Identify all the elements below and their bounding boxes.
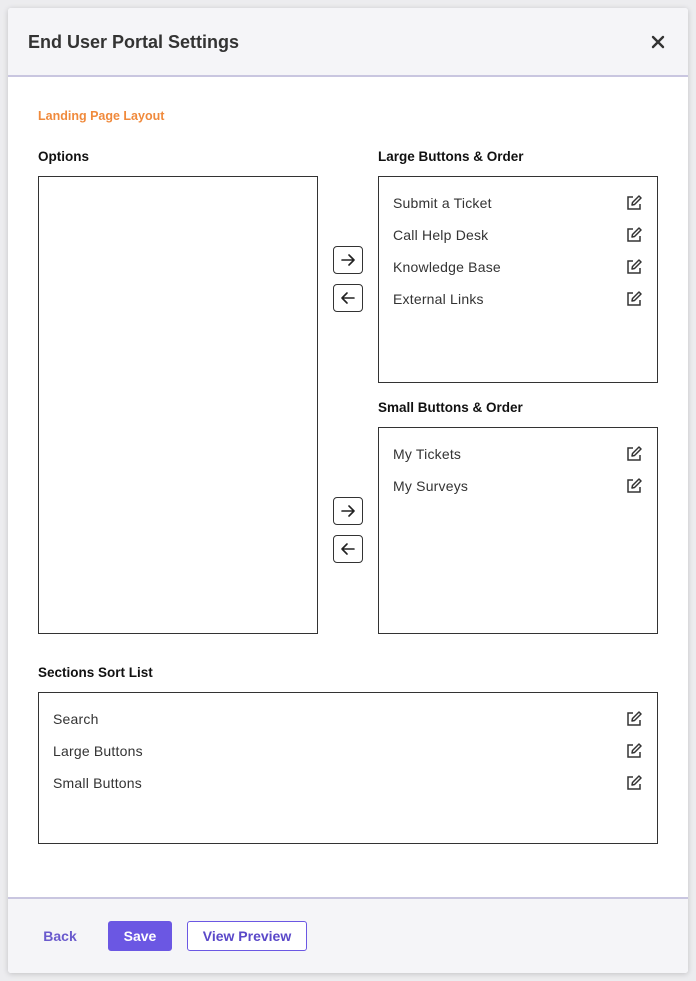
list-item[interactable]	[393, 476, 643, 496]
edit-icon[interactable]	[625, 742, 643, 760]
item-label: External Links	[393, 291, 484, 307]
large-buttons-list[interactable]	[378, 176, 658, 383]
item-label: My Tickets	[393, 446, 462, 462]
item-label: Large Buttons	[53, 743, 143, 759]
edit-icon[interactable]	[625, 226, 643, 244]
remove-from-small-button[interactable]	[333, 535, 363, 563]
options-list[interactable]	[38, 176, 318, 634]
edit-icon[interactable]	[625, 290, 643, 308]
list-item[interactable]	[393, 193, 643, 213]
list-item[interactable]	[53, 741, 643, 761]
edit-icon[interactable]	[625, 774, 643, 792]
edit-icon[interactable]	[625, 477, 643, 495]
item-label: Knowledge Base	[393, 259, 501, 275]
close-button[interactable]	[646, 30, 670, 54]
list-item[interactable]	[53, 709, 643, 729]
arrow-right-icon	[340, 503, 356, 519]
arrow-right-icon	[340, 252, 356, 268]
portal-settings-dialog	[8, 8, 688, 973]
item-label: My Surveys	[393, 478, 469, 494]
item-label: Search	[53, 711, 99, 727]
dialog-title: End User Portal Settings	[28, 32, 240, 52]
dialog-footer	[8, 897, 688, 973]
edit-icon[interactable]	[625, 710, 643, 728]
list-item[interactable]	[393, 444, 643, 464]
edit-icon[interactable]	[625, 258, 643, 276]
move-to-small-button[interactable]	[333, 497, 363, 525]
sections-sort-list[interactable]	[38, 692, 658, 844]
move-to-large-button[interactable]	[333, 246, 363, 274]
item-label: Small Buttons	[53, 775, 142, 791]
large-buttons-label: Large Buttons & Order	[378, 149, 524, 164]
list-item[interactable]	[393, 257, 643, 277]
edit-icon[interactable]	[625, 194, 643, 212]
list-item[interactable]	[393, 289, 643, 309]
item-label: Call Help Desk	[393, 227, 489, 243]
small-buttons-label: Small Buttons & Order	[378, 400, 523, 415]
dialog-header	[8, 8, 688, 77]
sections-sort-label: Sections Sort List	[38, 665, 153, 680]
close-icon	[651, 35, 665, 49]
list-item[interactable]	[53, 773, 643, 793]
save-button[interactable]: Save	[108, 921, 172, 951]
view-preview-button[interactable]: View Preview	[187, 921, 307, 951]
list-item[interactable]	[393, 225, 643, 245]
arrow-left-icon	[340, 290, 356, 306]
item-label: Submit a Ticket	[393, 195, 492, 211]
small-buttons-list[interactable]	[378, 427, 658, 634]
options-label: Options	[38, 149, 89, 164]
back-button[interactable]: Back	[34, 921, 86, 951]
arrow-left-icon	[340, 541, 356, 557]
landing-page-layout-label: Landing Page Layout	[38, 109, 165, 123]
edit-icon[interactable]	[625, 445, 643, 463]
remove-from-large-button[interactable]	[333, 284, 363, 312]
